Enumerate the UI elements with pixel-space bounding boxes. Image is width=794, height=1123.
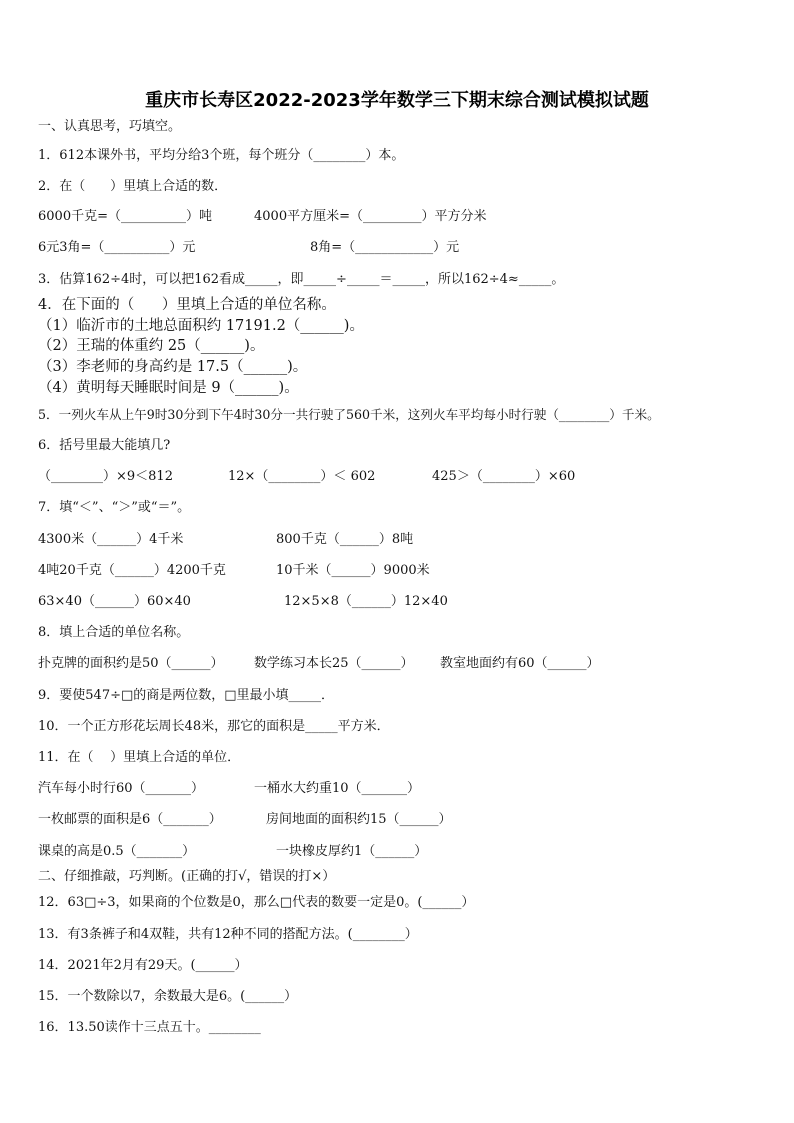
question-7-item-d: 10千米（______）9000米: [276, 563, 430, 578]
question-7-item-e: 63×40（______）60×40: [38, 594, 191, 609]
question-16: 16．13.50读作十三点五十。________: [38, 1020, 261, 1035]
question-15: 15．一个数除以7，余数最大是6。(______）: [38, 989, 298, 1004]
question-4-item-4: （4）黄明每天睡眠时间是 9（______)。: [38, 380, 299, 396]
question-11-item-f: 一块橡皮厚约1（______）: [276, 844, 428, 859]
question-7-item-a: 4300米（______）4千米: [38, 532, 184, 547]
question-8: 8．填上合适的单位名称。: [38, 625, 190, 640]
question-3: 3．估算162÷4时，可以把162看成_____，即_____÷_____＝_____，所以162÷4≈_____。: [38, 272, 565, 287]
question-11-item-d: 房间地面的面积约15（______）: [266, 812, 452, 827]
section-heading-true-false: 二、仔细推敲，巧判断。(正确的打√，错误的打×）: [38, 869, 336, 884]
question-7: 7．填“＜”、“＞”或“＝”。: [38, 500, 191, 515]
question-10: 10．一个正方形花坛周长48米，那它的面积是_____平方米．: [38, 719, 390, 734]
question-2-item-d: 8角=（____________）元: [310, 240, 460, 255]
question-8-item-c: 教室地面约有60（______）: [440, 656, 600, 671]
question-11-item-a: 汽车每小时行60（_______）: [38, 781, 205, 796]
question-2-item-a: 6000千克=（__________）吨: [38, 209, 212, 224]
question-2: 2．在（ ）里填上合适的数．: [38, 179, 228, 194]
question-9: 9．要使547÷□的商是两位数，□里最小填_____．: [38, 688, 335, 703]
question-11-item-b: 一桶水大约重10（_______）: [254, 781, 421, 796]
question-11-item-c: 一枚邮票的面积是6（_______）: [38, 812, 222, 827]
question-6-item-b: 12×（________）＜ 602: [228, 469, 376, 484]
question-4-item-1: （1）临沂市的土地总面积约 17191.2（______)。: [38, 318, 364, 334]
question-7-item-c: 4吨20千克（______）4200千克: [38, 563, 226, 578]
question-11: 11．在（ ）里填上合适的单位．: [38, 750, 241, 765]
question-8-item-a: 扑克牌的面积约是50（______）: [38, 656, 224, 671]
question-4-item-3: （3）李老师的身高约是 17.5（______)。: [38, 359, 308, 375]
page-title: 重庆市长寿区2022-2023学年数学三下期末综合测试模拟试题: [145, 90, 649, 111]
question-5: 5．一列火车从上午9时30分到下午4时30分一共行驶了560千米，这列火车平均每小时行驶（________）千米。: [38, 407, 660, 422]
question-7-item-f: 12×5×8（______）12×40: [284, 594, 448, 609]
question-14: 14．2021年2月有29天。(______）: [38, 958, 248, 973]
question-7-item-b: 800千克（______）8吨: [276, 532, 414, 547]
question-6-item-a: （________）×9＜812: [38, 469, 173, 484]
question-2-item-b: 4000平方厘米=（_________）平方分米: [254, 209, 487, 224]
question-11-item-e: 课桌的高是0.5（_______）: [38, 844, 196, 859]
question-6-item-c: 425＞（________）×60: [432, 469, 576, 484]
question-8-item-b: 数学练习本长25（______）: [254, 656, 414, 671]
section-heading-fill-blank: 一、认真思考，巧填空。: [38, 119, 182, 134]
question-2-item-c: 6元3角=（__________）元: [38, 240, 196, 255]
question-4: 4．在下面的（ ）里填上合适的单位名称。: [38, 297, 336, 313]
question-6: 6．括号里最大能填几?: [38, 438, 171, 453]
question-1: 1．612本课外书，平均分给3个班，每个班分（________）本。: [38, 148, 405, 163]
question-13: 13．有3条裤子和4双鞋，共有12种不同的搭配方法。(________）: [38, 927, 418, 942]
question-4-item-2: （2）王瑞的体重约 25（______)。: [38, 338, 265, 354]
question-12: 12．63□÷3，如果商的个位数是0，那么□代表的数要一定是0。(______）: [38, 895, 475, 910]
